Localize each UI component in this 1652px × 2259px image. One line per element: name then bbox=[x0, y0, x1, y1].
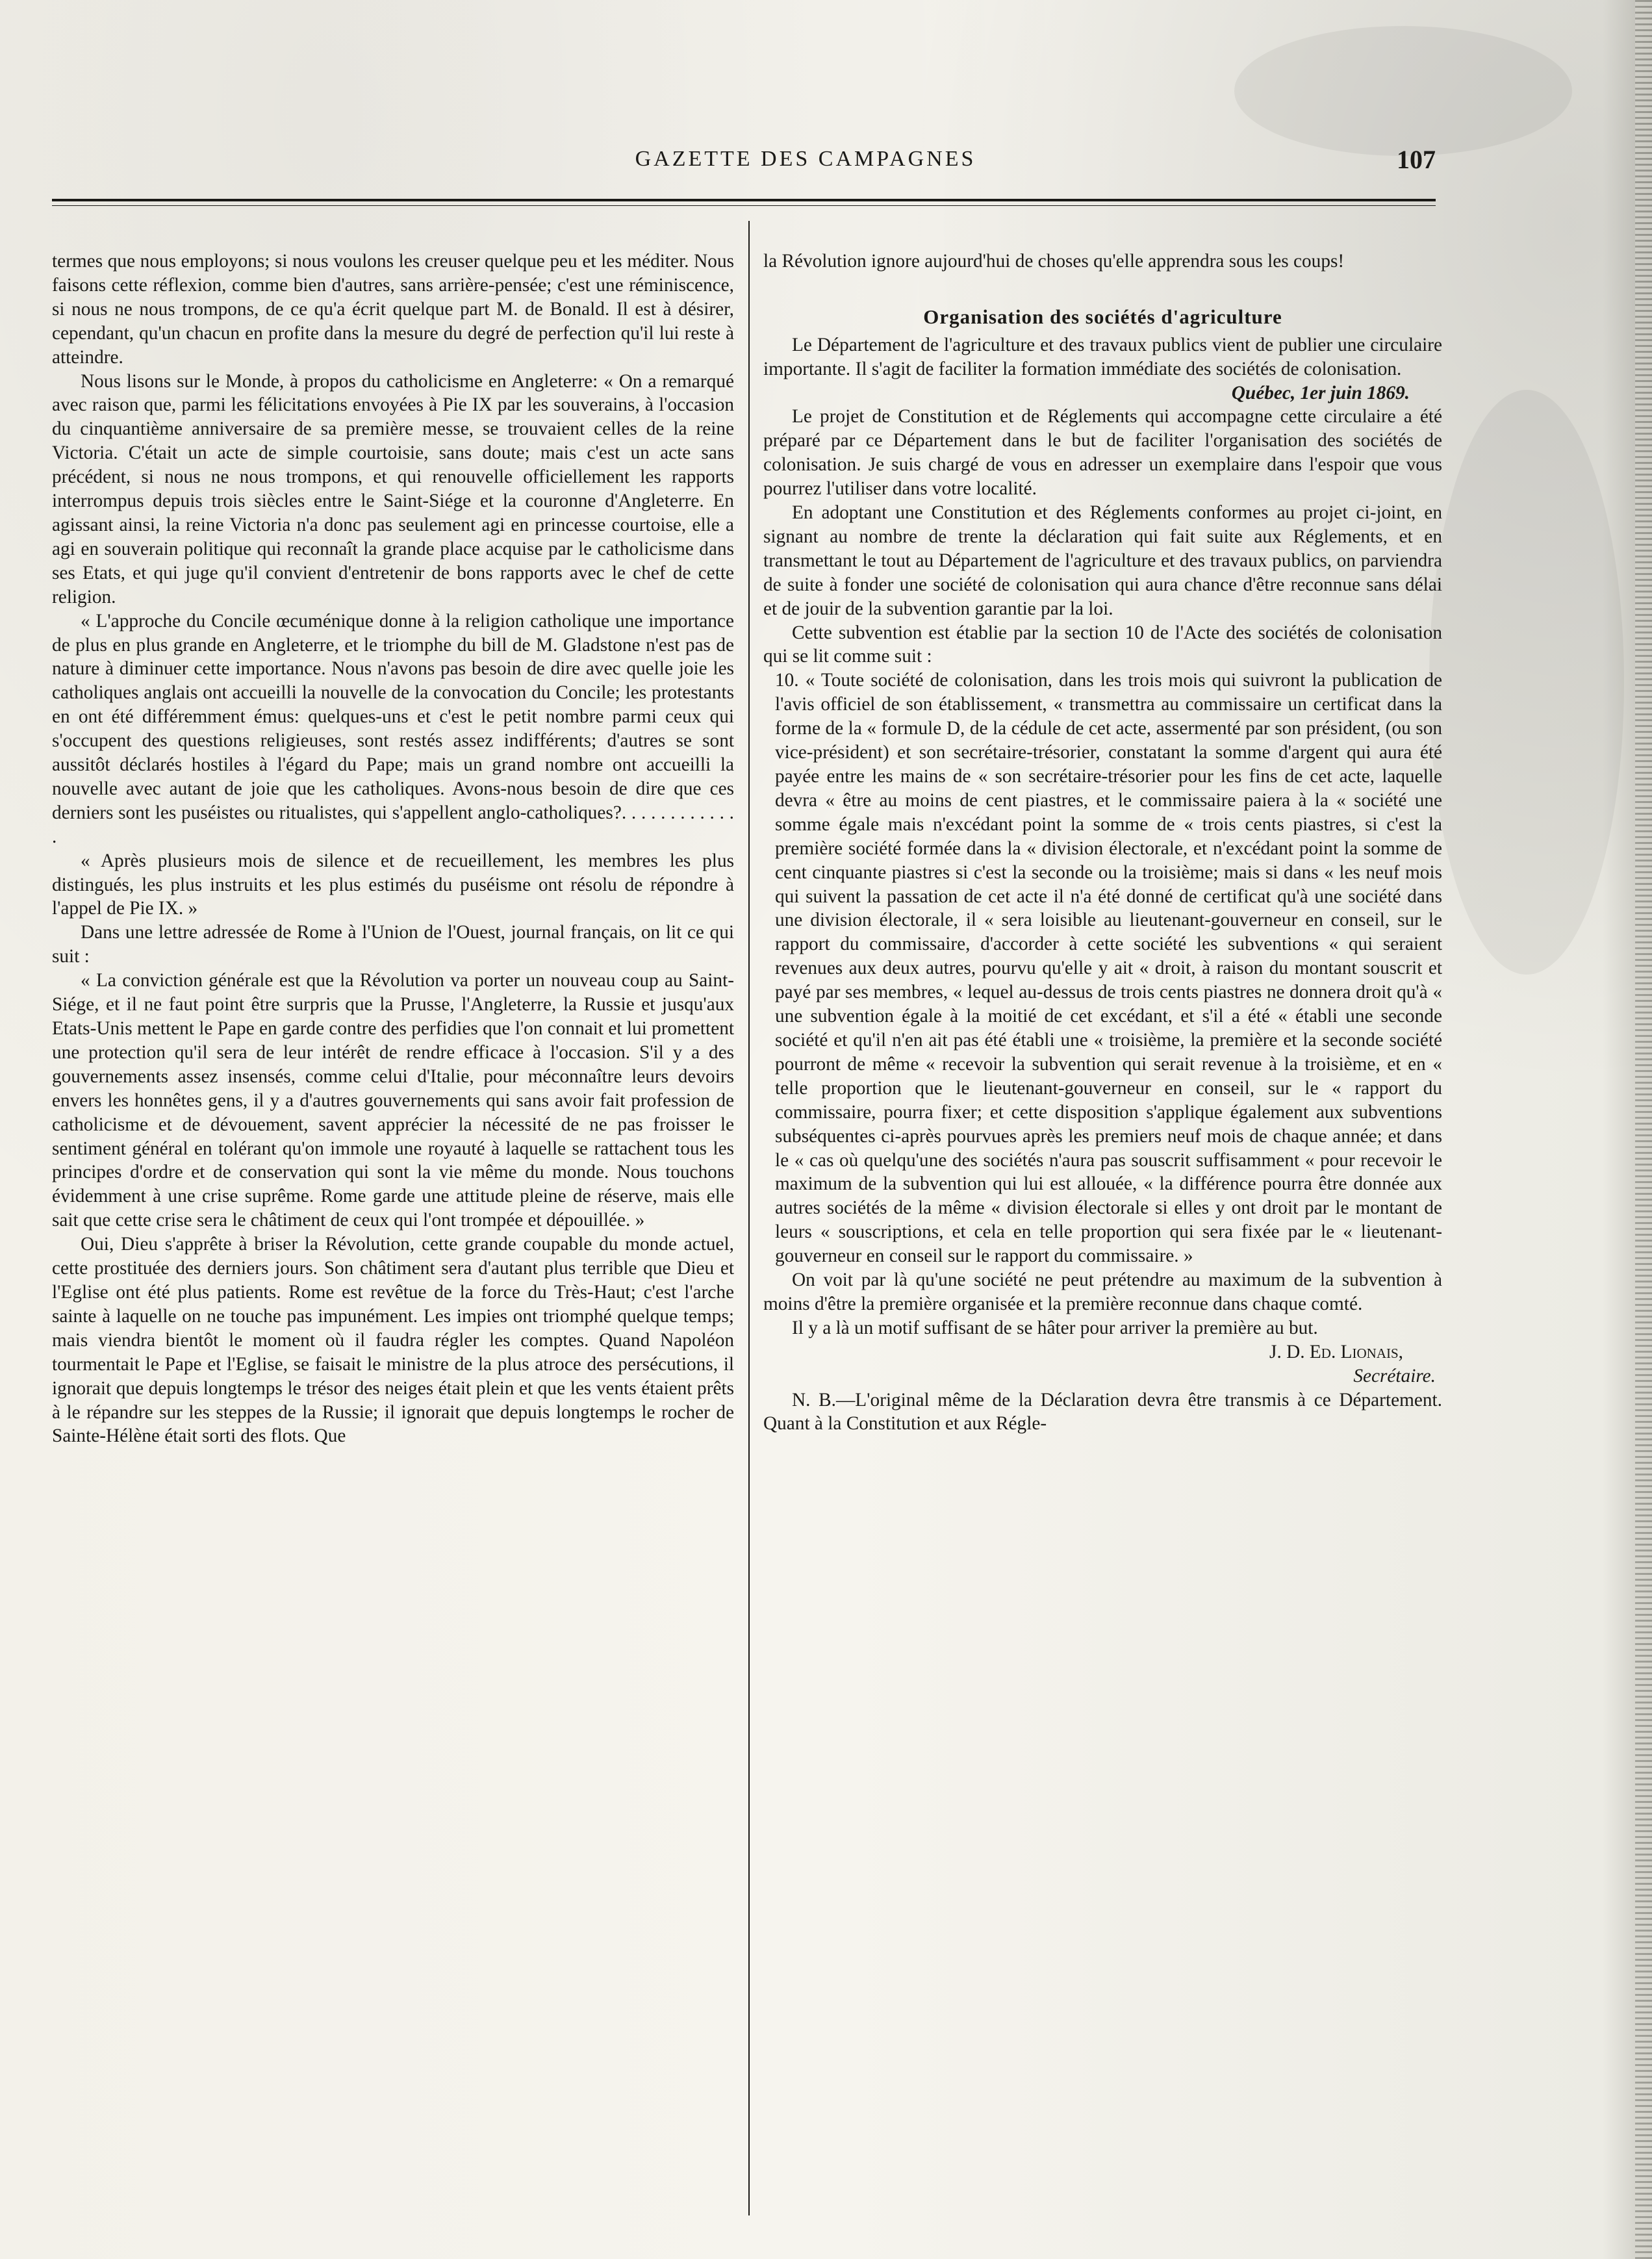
page-header bbox=[52, 147, 1436, 186]
paragraph: Dans une lettre adressée de Rome à l'Union de l'Ouest, journal français, on lit ce qui suit : bbox=[52, 922, 734, 967]
paragraph: termes que nous employons; si nous voulons les creuser quelque peu et les méditer. Nous faisons cette réflexion, comme bien d'autres, sans arrière-pensée; c'est une réminiscence, si nous ne nous trompons, de ce qu'a écrit quelque part M. de Bonald. Il est à désirer, cependant, qu'un chacun en profite dans la mesure du degré de perfection qu'il lui reste à atteindre. bbox=[52, 251, 734, 368]
paragraph: Le projet de Constitution et de Réglements qui accompagne cette circulaire a été préparé par ce Département dans le but de faciliter l'organisation des sociétés de colonisation. Je suis chargé de vous en adresser un exemplaire dans l'espoir que vous pourrez l'utiliser dans votre localité. bbox=[763, 406, 1442, 500]
signature-role: Secrétaire. bbox=[1353, 1365, 1436, 1386]
paragraph: Il y a là un motif suffisant de se hâter pour arriver la première au but. bbox=[792, 1317, 1318, 1338]
right-column bbox=[763, 249, 1442, 1436]
section-title: Organisation des sociétés d'agriculture bbox=[923, 305, 1282, 328]
paragraph: Oui, Dieu s'apprête à briser la Révolution, cette grande coupable du monde actuel, cette prostituée des derniers jours. Son châtiment sera d'autant plus terrible que Dieu et l'Eglise ont été plus patients. Rome est revêtue de la force du Très-Haut; c'est l'arche sainte à laquelle on ne touche pas impunément. Les impies ont triomphé quelque temps; mais viendra bientôt le moment où il faudra régler les comptes. Quand Napoléon tourmentait le Pape et l'Eglise, se faisait le ministre de la plus atroce des persécutions, il ignorait que depuis longtemps le trésor des neiges était plein et que les vents étaient prêts à le répandre sur les steppes de la Russie; il ignorait que depuis longtemps le rocher de Sainte-Hélène était sorti des flots. Que bbox=[52, 1234, 734, 1447]
header-rule-thin bbox=[52, 205, 1436, 206]
paragraph: « Après plusieurs mois de silence et de recueillement, les membres les plus distingués, les plus instruits et les plus estimés du puséisme ont résolu de répondre à l'appel de Pie IX. » bbox=[52, 850, 734, 919]
paragraph: « La conviction générale est que la Révolution va porter un nouveau coup au Saint-Siége, et il ne faut point être surpris que la Prusse, l'Angleterre, la Russie et jusqu'aux Etats-Unis mettent le Pape en garde contre des perfidies que l'on connait et lui promettent une protection qu'il sera de leur intérêt de rendre efficace à l'occasion. S'il y a des gouvernements assez insensés, comme celui d'Italie, pour méconnaître leurs devoirs envers les honnêtes gens, il y a d'autres gouvernements qui sans avoir fait profession de catholicisme et de dévouement, savent apprécier la nécessité de ne pas froisser le sentiment général en tolérant qu'on immole une royauté à laquelle se rattachent tous les principes d'ordre et de conservation qui sont la vie même du monde. Nous touchons évidemment à une crise suprême. Rome garde une attitude pleine de réserve, mais elle sait que cette crise sera le châtiment de ceux qui l'ont trompée et dépouillée. » bbox=[52, 970, 734, 1231]
page-number: 107 bbox=[1397, 145, 1436, 174]
header-rule-thick bbox=[52, 199, 1436, 201]
paragraph: Nous lisons sur le Monde, à propos du catholicisme en Angleterre: « On a remarqué avec raison que, parmi les félicitations envoyées à Pie IX par les souverains, à l'occasion du cinquantième anniversaire de sa première messe, se trouvaient celles de la reine Victoria. C'était un acte de simple courtoisie, sans doute; mais c'est un acte sans précédent, si nous ne nous trompons, et qui renouvelle officiellement les rapports interrompus depuis trois siècles entre le Saint-Siége et la couronne d'Angleterre. En agissant ainsi, la reine Victoria n'a donc pas seulement agi en princesse courtoise, elle a agi en souverain politique qui reconnaît la grande place acquise par le catholicisme dans ses Etats, et qui juge qu'il convient d'entretenir de bons rapports avec le chef de cette religion. bbox=[52, 370, 734, 607]
paragraph: On voit par là qu'une société ne peut prétendre au maximum de la subvention à moins d'être la première organisée et la première reconnue dans chaque comté. bbox=[763, 1270, 1442, 1314]
signature-name: J. D. Ed. Lionais, bbox=[1269, 1341, 1403, 1362]
quoted-section: 10. « Toute société de colonisation, dans les trois mois qui suivront la publication de l'avis officiel de son établissement, « transmettra au commissaire un certificat dans la forme de la « formule D, de la cédule de cet acte, assermenté par son président, (ou son vice-président) et son secrétaire-trésorier, constatant la somme d'argent qui aura été payée entre les mains de « son secrétaire-trésorier pour les fins de cet acte, laquelle devra « être au moins de cent piastres, et le commissaire paiera à la « société une somme égale mais n'excédant point la somme de « trois cents piastres, si c'est la première société formée dans la « division électorale, et n'excédant point la somme de cent cinquante piastres si c'est la seconde ou la troisième; mais si dans « les neuf mois qui suivent la passation de cet acte il n'a été donné de certificat qu'à une société dans une division électorale, il « sera loisible au lieutenant-gouverneur en conseil, sur le rapport du commissaire, d'accorder à cette société les subventions « qui seraient revenues aux deux autres, pourvu qu'elle y ait « droit, à raison du montant souscrit et payé par ses membres, « lequel au-dessus de trois cents piastres ne donnera droit qu'à « une subvention égale à la moitié de cet excédant, et s'il a été « établi une seconde société et qu'il n'en ait pas été établi une « troisième, la première et la seconde société pourront de même « recevoir la subvention qui serait revenue à la troisième, et en « telle proportion que le lieutenant-gouverneur en conseil, sur le « rapport du commissaire, pourra fixer; et cette disposition s'applique également aux subventions subséquentes ci-après pourvues après les premiers neuf mois de chaque année; et dans le « cas où quelqu'une des sociétés n'aura pas souscrit suffisamment « pour recevoir le maximum de la subvention qui lui est allouée, « la différence pourra être donnée aux autres sociétés de la même « division électorale si elles y ont droit par le montant de leurs « souscriptions, et cela en telle proportion qui sera fixée par le « lieutenant-gouverneur en conseil sur le rapport du commissaire. » bbox=[775, 670, 1442, 1267]
paragraph: Cette subvention est établie par la section 10 de l'Acte des sociétés de colonisation qui se lit comme suit : bbox=[763, 622, 1442, 667]
paragraph: Le Département de l'agriculture et des travaux publics vient de publier une circulaire importante. Il s'agit de faciliter la formation immédiate des sociétés de colonisation. bbox=[763, 334, 1442, 379]
letter-date: Québec, 1er juin 1869. bbox=[1231, 382, 1410, 403]
paragraph: « L'approche du Concile œcuménique donne à la religion catholique une importance de plus en plus grande en Angleterre, et le triomphe du bill de M. Gladstone n'est pas de nature à diminuer cette importance. Nous n'avons pas besoin de dire avec quelle joie les catholiques anglais ont accueilli la nouvelle de la convocation du Concile; les protestants en ont été différemment émus: quelques-uns et c'est le petit nombre parmi ceux qui s'occupent des questions religieuses, sont restés assez indifférents; d'autres se sont aussitôt déclarés hostiles à l'égard du Pape; mais un grand nombre ont accueilli la nouvelle avec autant de joie que les catholiques. Avons-nous besoin de dire que ces derniers sont les puséistes ou ritualistes, qui s'appellent anglo-catholiques?. . . . . . . . . . . . . bbox=[52, 610, 734, 847]
footnote: N. B.—L'original même de la Déclaration devra être transmis à ce Département. Quant à la Constitution et aux Régle- bbox=[763, 1389, 1442, 1435]
scanned-page-edge bbox=[1635, 0, 1652, 2259]
left-column bbox=[52, 249, 734, 1448]
column-divider bbox=[748, 221, 750, 2215]
paragraph: En adoptant une Constitution et des Réglements conformes au projet ci-joint, en signant au nombre de trente la déclaration qui fait suite aux Réglements, et en transmettant le tout au Département de l'agriculture et des travaux publics, on parviendra de suite à fonder une société de colonisation qui aura chance d'être reconnue sans délai et de jouir de la subvention garantie par la loi. bbox=[763, 502, 1442, 619]
law-quote bbox=[763, 669, 1442, 1268]
paragraph: la Révolution ignore aujourd'hui de choses qu'elle apprendra sous les coups! bbox=[763, 251, 1345, 272]
newspaper-title: GAZETTE DES CAMPAGNES bbox=[635, 147, 976, 171]
